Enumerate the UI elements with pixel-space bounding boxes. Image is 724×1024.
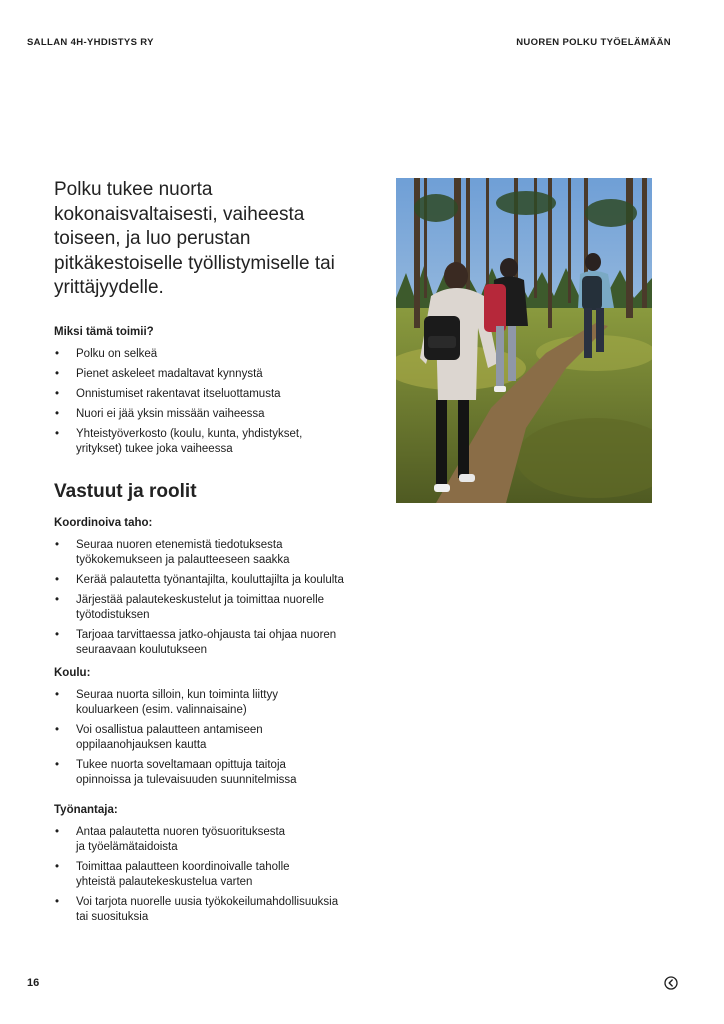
list-item: • Pienet askeleet madaltavat kynnystä — [54, 367, 374, 382]
why-list — [54, 347, 374, 457]
lead-paragraph: Polku tukee nuorta kokonaisvaltaisesti, vaiheesta toiseen, ja luo perustan pitkäkestoiselle työllistymiselle tai yrittäjyydelle. — [54, 179, 335, 298]
chevron-left-circle-icon — [664, 976, 678, 990]
list-item: • Seuraa nuoren etenemistä tiedotuksesta työkokemukseen ja palautteeseen saakka — [54, 538, 374, 568]
list-item: • Tarjoaa tarvittaessa jatko-ohjausta tai ohjaa nuoren seuraavaan koulutukseen — [54, 628, 374, 658]
employer-list — [54, 825, 374, 925]
list-item: • Antaa palautetta nuoren työsuorituksesta ja työelämätaidoista — [54, 825, 374, 855]
header-organization: SALLAN 4H-YHDISTYS RY — [27, 37, 154, 48]
list-item: • Kerää palautetta työnantajilta, kouluttajilta ja koululta — [54, 573, 374, 588]
header-publication: NUOREN POLKU TYÖELÄMÄÄN — [516, 37, 671, 48]
list-item: • Nuori ei jää yksin missään vaiheessa — [54, 407, 374, 422]
list-item: • Tukee nuorta soveltamaan opittuja taitoja opinnoissa ja tulevaisuuden suunnitelmissa — [54, 758, 374, 788]
page-number: 16 — [27, 977, 40, 989]
list-item: • Järjestää palautekeskustelut ja toimittaa nuorelle työtodistuksen — [54, 593, 374, 623]
why-heading: Miksi tämä toimii? — [54, 325, 154, 338]
school-heading: Koulu: — [54, 666, 91, 679]
coordinator-list — [54, 538, 374, 658]
list-item: • Voi tarjota nuorelle uusia työkokeilumahdollisuuksia tai suosituksia — [54, 895, 374, 925]
coordinator-heading: Koordinoiva taho: — [54, 516, 153, 529]
roles-title: Vastuut ja roolit — [54, 480, 197, 502]
main-column — [54, 178, 374, 930]
list-item: • Voi osallistua palautteen antamiseen oppilaanohjauksen kautta — [54, 723, 374, 753]
list-item: • Yhteistyöverkosto (koulu, kunta, yhdistykset, yritykset) tukee joka vaiheessa — [54, 427, 374, 457]
list-item: • Polku on selkeä — [54, 347, 374, 362]
school-list — [54, 688, 374, 788]
list-item: • Toimittaa palautteen koordinoivalle taholle yhteistä palautekeskustelua varten — [54, 860, 374, 890]
list-item: • Onnistumiset rakentavat itseluottamusta — [54, 387, 374, 402]
employer-heading: Työnantaja: — [54, 803, 118, 816]
list-item: • Seuraa nuorta silloin, kun toiminta liittyy kouluarkeen (esim. valinnaisaine) — [54, 688, 374, 718]
back-button[interactable] — [664, 976, 678, 990]
forest-hike-illustration — [396, 178, 652, 503]
forest-hike-photo — [396, 178, 652, 503]
